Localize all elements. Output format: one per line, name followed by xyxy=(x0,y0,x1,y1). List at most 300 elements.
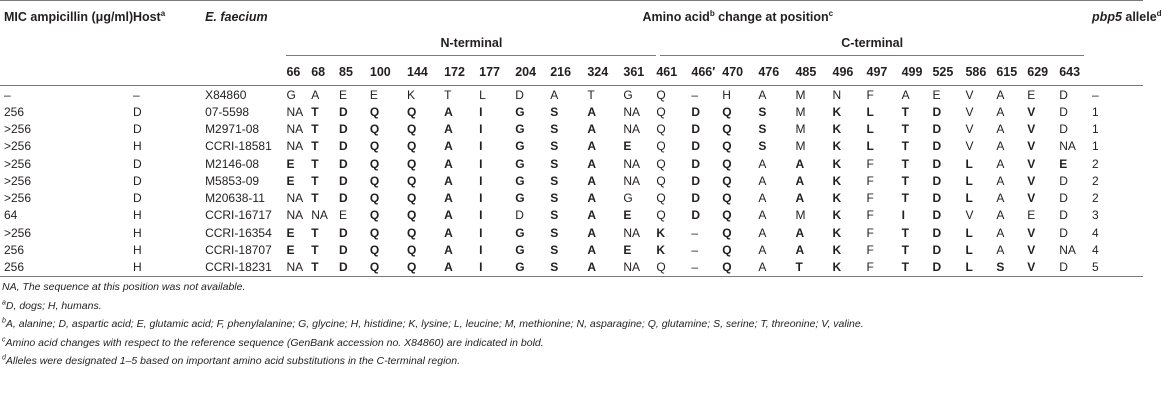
residue-cell: A xyxy=(311,86,339,104)
residue-cell: M xyxy=(795,208,806,223)
residue-cell: D xyxy=(691,156,701,171)
residue-cell: NA xyxy=(623,259,656,277)
allele-cell: 4 xyxy=(1092,243,1099,258)
residue-cell: A xyxy=(795,225,805,240)
residue-cell: D xyxy=(1059,104,1068,119)
residue-cell: A xyxy=(587,173,596,188)
residue-cell: T xyxy=(901,121,909,136)
residue-cell: Q xyxy=(656,259,691,277)
residue-cell: A xyxy=(587,259,623,277)
strain-cell: 07-5598 xyxy=(205,104,250,119)
residue-cell: A xyxy=(587,104,596,119)
residue-cell: D xyxy=(339,156,348,171)
host-cell: H xyxy=(132,243,142,258)
position-header: 85 xyxy=(339,65,353,79)
mic-cell: 256 xyxy=(0,259,133,277)
residue-cell: A xyxy=(758,173,767,188)
residue-cell: Q xyxy=(369,191,380,206)
residue-cell: T xyxy=(311,139,319,154)
residue-cell: S xyxy=(758,104,767,119)
residue-cell: G xyxy=(623,86,656,104)
residue-cell: F xyxy=(866,208,874,223)
header-host: Host$^a$ xyxy=(133,1,205,34)
position-header: 496 xyxy=(832,65,854,79)
residue-cell: A xyxy=(444,191,453,206)
residue-cell: S xyxy=(550,156,559,171)
residue-cell: V xyxy=(1027,243,1036,258)
residue-cell: D xyxy=(1059,86,1084,104)
residue-cell: L xyxy=(965,243,973,258)
residue-cell: A xyxy=(587,225,596,240)
residue-cell: Q xyxy=(407,121,417,136)
residue-cell: V xyxy=(1027,191,1036,206)
residue-cell: D xyxy=(932,259,965,277)
residue-cell: Q xyxy=(407,225,417,240)
residue-cell: D xyxy=(932,243,942,258)
residue-cell: NA xyxy=(286,259,311,277)
residue-cell: S xyxy=(550,191,559,206)
residue-cell: E xyxy=(932,86,965,104)
residue-cell: A xyxy=(587,191,596,206)
allele-cell: 1 xyxy=(1092,121,1099,136)
residue-cell: S xyxy=(758,121,767,136)
position-header: 177 xyxy=(479,65,500,79)
position-header: 470 xyxy=(722,65,744,79)
footnote: $^d$Alleles were designated 1–5 based on important amino acid substitutions in the C-terminal region. xyxy=(2,354,460,368)
residue-cell: D xyxy=(1059,191,1068,206)
residue-cell: A xyxy=(587,121,596,136)
table-row xyxy=(0,86,1143,104)
residue-cell: E xyxy=(623,208,632,223)
residue-cell: Q xyxy=(407,104,417,119)
residue-cell: T xyxy=(311,259,339,277)
residue-cell: L xyxy=(965,225,973,240)
residue-cell: V xyxy=(1027,173,1036,188)
residue-cell: D xyxy=(1059,208,1068,223)
residue-cell: A xyxy=(587,156,596,171)
residue-cell: A xyxy=(758,191,767,206)
residue-cell: L xyxy=(866,139,874,154)
allele-cell: 3 xyxy=(1092,208,1099,223)
residue-cell: A xyxy=(758,156,767,171)
residue-cell: NA xyxy=(286,121,304,136)
table-row xyxy=(0,207,1143,224)
residue-cell: T xyxy=(901,225,909,240)
residue-cell: D xyxy=(932,121,942,136)
residue-cell: L xyxy=(965,191,973,206)
residue-cell: D xyxy=(932,225,942,240)
header-strain: E. faecium xyxy=(205,1,286,34)
residue-cell: D xyxy=(1059,121,1068,136)
residue-cell: S xyxy=(996,259,1027,277)
table-row xyxy=(0,103,1143,120)
residue-cell: I xyxy=(479,104,483,119)
residue-cell: A xyxy=(996,173,1005,188)
residue-cell: Q xyxy=(722,104,732,119)
residue-cell: V xyxy=(965,121,974,136)
residue-cell: D xyxy=(932,173,942,188)
header-n-terminal: N-terminal xyxy=(286,33,656,59)
residue-cell: A xyxy=(996,208,1005,223)
residue-cell: Q xyxy=(369,156,380,171)
residue-cell: G xyxy=(286,86,311,104)
residue-cell: I xyxy=(479,191,483,206)
strain-cell: CCRI-18231 xyxy=(205,259,286,277)
mic-cell: – xyxy=(0,86,133,104)
strain-cell: M2146-08 xyxy=(205,156,260,171)
position-header: 68 xyxy=(311,65,326,79)
residue-cell: NA xyxy=(623,225,641,240)
residue-cell: V xyxy=(965,208,974,223)
position-header: 466′ xyxy=(691,65,716,79)
residue-cell: D xyxy=(339,191,348,206)
residue-cell: N xyxy=(833,86,867,104)
residue-cell: A xyxy=(795,243,805,258)
strain-cell: CCRI-18581 xyxy=(205,139,272,154)
residue-cell: A xyxy=(758,259,795,277)
residue-cell: A xyxy=(758,225,767,240)
strain-cell: CCRI-18707 xyxy=(205,243,272,258)
residue-cell: K xyxy=(832,243,842,258)
residue-cell: D xyxy=(691,173,701,188)
residue-cell: T xyxy=(311,104,319,119)
residue-cell: T xyxy=(311,156,319,171)
position-header: 586 xyxy=(965,65,987,79)
residue-cell: A xyxy=(795,191,805,206)
residue-cell: E xyxy=(370,86,407,104)
host-cell: D xyxy=(132,121,142,136)
residue-cell: H xyxy=(722,86,758,104)
residue-cell: E xyxy=(1027,86,1059,104)
residue-cell: Q xyxy=(722,191,732,206)
residue-cell: D xyxy=(339,243,348,258)
residue-cell: A xyxy=(444,259,479,277)
residue-cell: D xyxy=(691,104,701,119)
footnote: $^c$Amino acid changes with respect to the reference sequence (GenBank accession no. X84860) are indicated in bold. xyxy=(2,336,544,349)
residue-cell: D xyxy=(339,225,348,240)
allele-cell: 5 xyxy=(1084,259,1143,277)
residue-cell: L xyxy=(965,156,973,171)
residue-cell: S xyxy=(758,139,767,154)
residue-cell: M xyxy=(795,139,806,154)
allele-cell: 1 xyxy=(1092,104,1099,119)
residue-cell: Q xyxy=(407,156,417,171)
residue-cell: T xyxy=(901,173,909,188)
footnote: $^b$A, alanine; D, aspartic acid; E, glutamic acid; F, phenylalanine; G, glycine; H, histidine; K, lysine; L, leucine; M, methionine; N, asparagine; Q, glutamine; S, serine; T, threonine; V, valine. xyxy=(2,317,864,331)
residue-cell: Q xyxy=(407,173,417,188)
residue-cell: T xyxy=(902,259,933,277)
mic-cell: >256 xyxy=(4,191,32,206)
residue-cell: G xyxy=(515,156,525,171)
residue-cell: M xyxy=(795,86,832,104)
residue-cell: NA xyxy=(286,104,304,119)
host-cell: D xyxy=(132,173,142,188)
residue-cell: A xyxy=(444,139,453,154)
residue-cell: Q xyxy=(369,173,380,188)
residue-cell: T xyxy=(901,104,909,119)
residue-cell: A xyxy=(996,225,1005,240)
residue-cell: Q xyxy=(656,104,666,119)
residue-cell: K xyxy=(832,139,842,154)
residue-cell: V xyxy=(1027,259,1059,277)
residue-cell: V xyxy=(1027,156,1036,171)
residue-cell: I xyxy=(479,173,483,188)
residue-cell: D xyxy=(691,139,701,154)
residue-cell: T xyxy=(311,225,319,240)
residue-cell: A xyxy=(996,139,1005,154)
residue-cell: A xyxy=(996,243,1005,258)
mic-cell: 64 xyxy=(4,208,18,223)
residue-cell: NA xyxy=(623,156,641,171)
residue-cell: F xyxy=(866,243,874,258)
footnote: $^a$D, dogs; H, humans. xyxy=(2,299,102,312)
residue-cell: T xyxy=(444,86,479,104)
residue-cell: A xyxy=(795,156,805,171)
residue-cell: Q xyxy=(656,208,666,223)
residue-cell: L xyxy=(866,104,874,119)
header-c-terminal: C-terminal xyxy=(656,33,1084,59)
position-header: 643 xyxy=(1059,65,1081,79)
residue-cell: G xyxy=(623,191,633,206)
residue-cell: A xyxy=(902,86,933,104)
residue-cell: D xyxy=(691,208,701,223)
residue-cell: K xyxy=(832,208,842,223)
residue-cell: T xyxy=(901,139,909,154)
residue-cell: A xyxy=(444,156,453,171)
residue-cell: NA xyxy=(286,191,304,206)
residue-cell: I xyxy=(479,225,483,240)
residue-cell: S xyxy=(550,225,559,240)
footnote: NA, The sequence at this position was not available. xyxy=(2,281,246,293)
residue-cell: A xyxy=(444,104,453,119)
residue-cell: F xyxy=(866,225,874,240)
residue-cell: D xyxy=(691,191,701,206)
residue-cell: NA xyxy=(1059,139,1076,154)
mic-cell: >256 xyxy=(4,156,32,171)
residue-cell: V xyxy=(1027,139,1036,154)
residue-cell: Q xyxy=(407,139,417,154)
table-row xyxy=(0,259,1143,277)
position-header: 172 xyxy=(444,65,465,79)
residue-cell: T xyxy=(311,121,319,136)
residue-cell: Q xyxy=(369,243,380,258)
strain-cell: M5853-09 xyxy=(205,173,260,188)
residue-cell: G xyxy=(515,191,525,206)
position-header: 144 xyxy=(407,65,428,79)
residue-cell: K xyxy=(832,225,842,240)
table-row xyxy=(0,138,1143,155)
residue-cell: A xyxy=(996,191,1005,206)
residue-cell: D xyxy=(932,208,942,223)
residue-cell: G xyxy=(515,104,525,119)
residue-cell: Q xyxy=(722,173,732,188)
residue-cell: I xyxy=(901,208,905,223)
residue-cell: F xyxy=(866,173,874,188)
residue-cell: S xyxy=(550,208,559,223)
residue-cell: T xyxy=(311,191,319,206)
residue-cell: Q xyxy=(369,121,380,136)
residue-cell: G xyxy=(515,173,525,188)
residue-cell: A xyxy=(996,104,1005,119)
position-header: 525 xyxy=(932,65,954,79)
residue-cell: NA xyxy=(286,139,304,154)
strain-cell: CCRI-16717 xyxy=(205,208,272,223)
residue-cell: I xyxy=(479,156,483,171)
residue-cell: A xyxy=(996,156,1005,171)
residue-cell: T xyxy=(901,191,909,206)
residue-cell: D xyxy=(1059,259,1084,277)
residue-cell: K xyxy=(407,86,444,104)
residue-cell: D xyxy=(932,156,942,171)
residue-cell: T xyxy=(311,243,319,258)
residue-cell: I xyxy=(479,259,515,277)
residue-cell: D xyxy=(691,121,701,136)
residue-cell: K xyxy=(656,225,666,240)
strain-cell: CCRI-16354 xyxy=(205,225,272,240)
residue-cell: D xyxy=(515,86,550,104)
table-row xyxy=(0,189,1143,206)
residue-cell: T xyxy=(587,86,623,104)
residue-cell: A xyxy=(444,225,453,240)
residue-cell: Q xyxy=(722,259,758,277)
residue-cell: Q xyxy=(722,121,732,136)
residue-cell: A xyxy=(795,173,805,188)
residue-cell: E xyxy=(1059,156,1068,171)
residue-cell: V xyxy=(1027,121,1036,136)
residue-cell: NA xyxy=(1059,243,1076,258)
residue-cell: Q xyxy=(369,225,380,240)
residue-cell: Q xyxy=(656,86,691,104)
residue-cell: S xyxy=(550,121,559,136)
residue-cell: A xyxy=(996,86,1027,104)
residue-cell: K xyxy=(833,259,867,277)
table-row xyxy=(0,224,1143,241)
residue-cell: NA xyxy=(623,173,641,188)
residue-cell: – xyxy=(691,225,699,240)
residue-cell: D xyxy=(339,104,348,119)
residue-cell: D xyxy=(932,191,942,206)
residue-cell: K xyxy=(832,156,842,171)
position-header: 499 xyxy=(901,65,923,79)
residue-cell: S xyxy=(550,173,559,188)
residue-cell: A xyxy=(587,243,596,258)
residue-cell: A xyxy=(444,173,453,188)
residue-cell: Q xyxy=(722,243,732,258)
allele-cell: – xyxy=(1084,86,1143,104)
residue-cell: T xyxy=(795,259,832,277)
residue-cell: K xyxy=(832,191,842,206)
residue-cell: Q xyxy=(656,191,666,206)
position-header: 216 xyxy=(550,65,572,79)
residue-cell: Q xyxy=(370,259,407,277)
residue-cell: L xyxy=(965,173,973,188)
residue-cell: V xyxy=(1027,104,1036,119)
residue-cell: NA xyxy=(286,208,304,223)
residue-cell: – xyxy=(691,86,722,104)
residue-cell: D xyxy=(1059,173,1068,188)
residue-cell: S xyxy=(550,104,559,119)
residue-cell: D xyxy=(515,208,524,223)
mic-cell: >256 xyxy=(4,173,32,188)
residue-cell: NA xyxy=(623,104,641,119)
header-mic: MIC ampicillin (μg/ml) xyxy=(0,1,133,34)
residue-cell: A xyxy=(587,208,596,223)
residue-cell: V xyxy=(965,86,996,104)
position-header: 615 xyxy=(996,65,1018,79)
table-row xyxy=(0,241,1143,258)
mic-cell: >256 xyxy=(4,139,32,154)
position-header: 361 xyxy=(623,65,645,79)
mic-cell: 256 xyxy=(4,243,25,258)
residue-cell: Q xyxy=(722,139,732,154)
header-amino-acid-change: Amino acid$^b$ change at position$^c$ xyxy=(286,1,1084,34)
position-header: 204 xyxy=(515,65,537,79)
residue-cell: D xyxy=(932,104,942,119)
position-header: 461 xyxy=(656,65,678,79)
residue-cell: A xyxy=(587,139,596,154)
position-header: 324 xyxy=(587,65,609,79)
residue-cell: S xyxy=(550,259,587,277)
residue-cell: Q xyxy=(722,156,732,171)
residue-cell: K xyxy=(656,243,666,258)
residue-cell: D xyxy=(339,121,348,136)
residue-cell: Q xyxy=(407,191,417,206)
residue-cell: A xyxy=(758,86,795,104)
residue-cell: Q xyxy=(722,225,732,240)
host-cell: H xyxy=(133,259,205,277)
residue-cell: – xyxy=(691,243,699,258)
position-header: 485 xyxy=(795,65,817,79)
residue-cell: I xyxy=(479,208,483,223)
host-cell: H xyxy=(132,208,142,223)
residue-cell: G xyxy=(515,139,525,154)
residue-cell: E xyxy=(339,86,370,104)
residue-cell: K xyxy=(832,173,842,188)
residue-cell: NA xyxy=(623,121,641,136)
residue-cell: Q xyxy=(369,139,380,154)
residue-cell: Q xyxy=(369,104,380,119)
residue-cell: E xyxy=(623,243,632,258)
header-allele: pbp5 allele$^d$ xyxy=(1084,1,1143,34)
residue-cell: A xyxy=(996,121,1005,136)
residue-cell: D xyxy=(339,139,348,154)
residue-cell: E xyxy=(623,139,632,154)
residue-cell: E xyxy=(1027,208,1036,223)
residue-cell: D xyxy=(339,259,370,277)
residue-cell: S xyxy=(550,243,559,258)
residue-cell: NA xyxy=(311,208,328,223)
mic-cell: 256 xyxy=(4,104,25,119)
table-row xyxy=(0,155,1143,172)
residue-cell: M xyxy=(795,104,806,119)
residue-cell: M xyxy=(795,121,806,136)
residue-cell: V xyxy=(965,104,974,119)
residue-cell: T xyxy=(901,243,909,258)
residue-cell: G xyxy=(515,259,550,277)
residue-cell: G xyxy=(515,243,525,258)
residue-cell: A xyxy=(758,243,767,258)
host-cell: D xyxy=(132,156,142,171)
allele-cell: 2 xyxy=(1092,191,1099,206)
residue-cell: A xyxy=(550,86,587,104)
strain-cell: M20638-11 xyxy=(205,191,265,206)
residue-cell: V xyxy=(965,139,974,154)
position-header: 100 xyxy=(369,65,391,79)
residue-cell: F xyxy=(867,86,902,104)
residue-cell: I xyxy=(479,139,483,154)
residue-cell: I xyxy=(479,121,483,136)
table-row xyxy=(0,120,1143,137)
